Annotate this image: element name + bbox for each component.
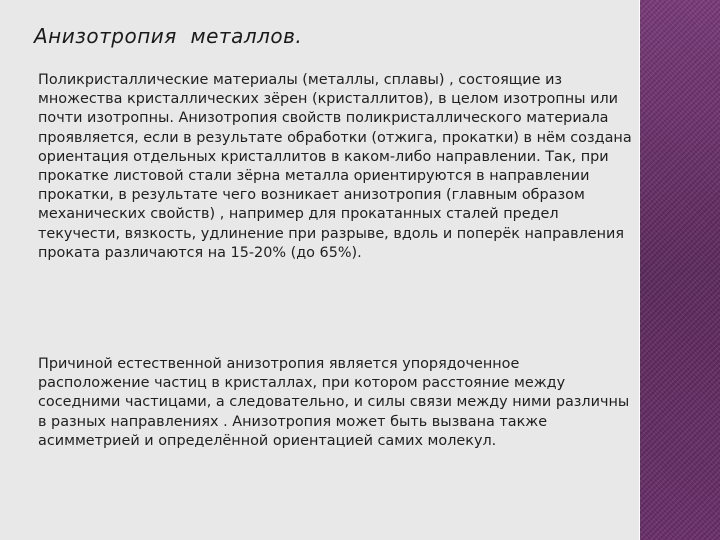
paragraph-polycrystalline: Поликристаллические материалы (металлы, сплавы) , состоящие из множества кристаллических зёрен (кристаллитов), в целом изотропны или почти изотропны. Анизотропия свойств поликристаллического материала проявляется, если в результате обработки (отжига, прокатки) в нём создана ориентация отдельных кристаллитов в каком-либо направлении. Так, при прокатке листовой стали зёрна металла ориентируются в направлении прокатки, в результате чего возникает анизотропия (главным образом механических свойств) , например для прокатанных сталей предел текучести, вязкость, удлинение при разрыве, вдоль и поперёк направления проката различаются на 15-20% (до 65%). — [38, 72, 632, 261]
slide-title: Анизотропия металлов. — [34, 24, 303, 48]
decorative-side-bar — [640, 0, 720, 540]
paragraph-natural-anisotropy: Причиной естественной анизотропия является упорядоченное расположение частиц в кристаллах, при котором расстояние между соседними частицами, а следовательно, и силы связи между ними различны в разных направлениях . Анизотропия может быть вызвана также асимметрией и определённой ориентацией самих молекул. — [38, 356, 630, 449]
